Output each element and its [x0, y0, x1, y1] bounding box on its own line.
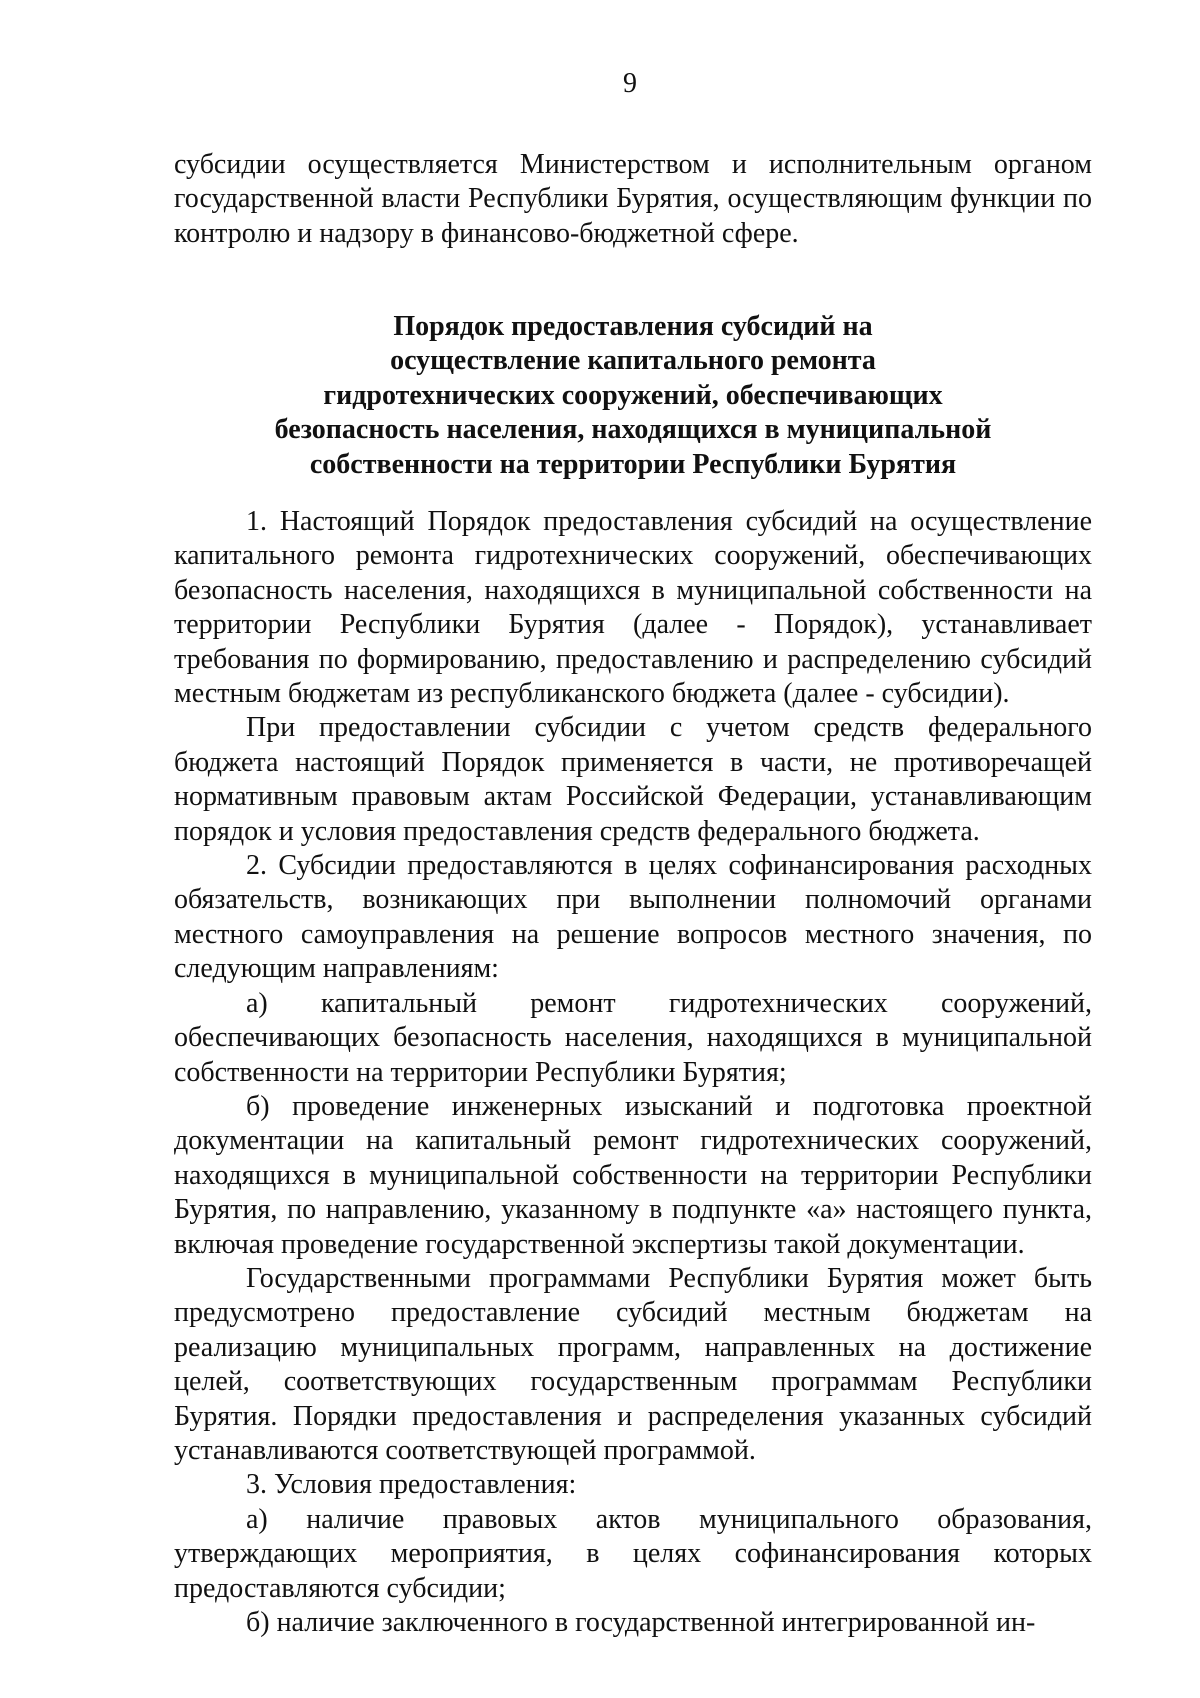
- paragraph: При предоставлении субсидии с учетом средств федерального бюджета настоящий Порядок применяется в части, не противоречащей нормативным правовым актам Российской Федерации, устанавливающим порядок и условия предоставления средств федерального бюджета.: [174, 712, 1092, 847]
- section-heading: [174, 310, 1092, 482]
- paragraph: 3. Условия предоставления:: [246, 1469, 577, 1501]
- paragraph: б) проведение инженерных изысканий и подготовка проектной документации на капитальный ремонт гидротехнических сооружений, находящихся в муниципальной собственности на территории Республики Бурятия, по направлению, указанному в подпункте «а» настоящего пункта, включая проведение государственной экспертизы такой документации.: [174, 1090, 1092, 1260]
- intro-paragraph: субсидии осуществляется Министерством и исполнительным органом государственной власти Республики Бурятия, осуществляющим функции по контролю и надзору в финансово-бюджетной сфере.: [174, 149, 1092, 249]
- intro-paragraph-block: [174, 148, 1092, 251]
- paragraph: а) капитальный ремонт гидротехнических сооружений, обеспечивающих безопасность населения, находящихся в муниципальной собственности на территории Республики Бурятия;: [174, 987, 1092, 1088]
- paragraph: 2. Субсидии предоставляются в целях софинансирования расходных обязательств, возникающих при выполнении полномочий органами местного самоуправления на решение вопросов местного значения, по следующим направлениям:: [174, 850, 1092, 985]
- page-number: 9: [623, 68, 637, 99]
- paragraph: а) наличие правовых актов муниципального образования, утверждающих мероприятия, в целях софинансирования которых предоставляются субсидии;: [174, 1503, 1092, 1604]
- heading-line: собственности на территории Республики Бурятия: [309, 448, 957, 480]
- heading-line: безопасность населения, находящихся в муниципальной: [274, 414, 992, 446]
- body-text: [174, 505, 1092, 1640]
- paragraph: 1. Настоящий Порядок предоставления субсидий на осуществление капитального ремонта гидротехнических сооружений, обеспечивающих безопасность населения, находящихся в муниципальной собственности на территории Республики Бурятия (далее - Порядок), устанавливает требования по формированию, предоставлению и распределению субсидий местным бюджетам из республиканского бюджета (далее - субсидии).: [174, 506, 1092, 710]
- heading-line: осуществление капитального ремонта: [390, 345, 876, 377]
- paragraph: Государственными программами Республики Бурятия может быть предусмотрено предоставление субсидий местным бюджетам на реализацию муниципальных программ, направленных на достижение целей, соответствующих государственным программам Республики Бурятия. Порядки предоставления и распределения указанных субсидий устанавливаются соответствующей программой.: [174, 1262, 1092, 1466]
- heading-line: гидротехнических сооружений, обеспечивающих: [323, 379, 943, 411]
- heading-line: Порядок предоставления субсидий на: [393, 311, 873, 342]
- paragraph: б) наличие заключенного в государственной интегрированной ин-: [246, 1607, 1036, 1638]
